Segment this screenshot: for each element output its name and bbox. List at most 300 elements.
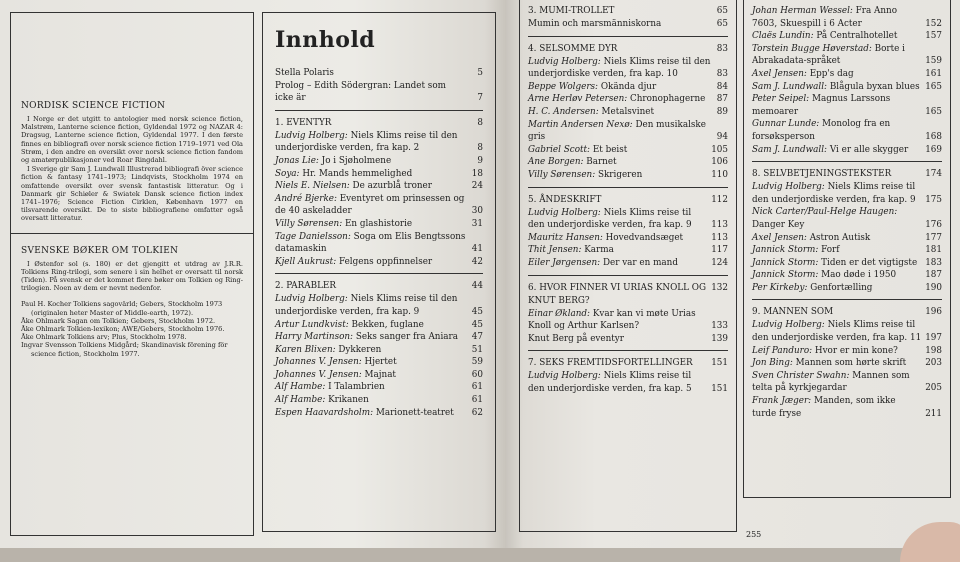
entry-page: 198 [925, 345, 942, 356]
toc-entry [528, 232, 728, 245]
entry-title: Knut Berg på eventyr [528, 333, 624, 344]
entry-text [752, 257, 922, 270]
entry-text [528, 244, 708, 257]
entry-text [275, 381, 466, 394]
entry-page: 47 [471, 332, 483, 343]
entry-author: Per Kirkeby: [752, 282, 808, 293]
entry-text [275, 331, 466, 344]
left-info-box [10, 12, 254, 536]
entry-text [528, 232, 708, 245]
entry-page: 7 [477, 93, 483, 104]
entry-page: 87 [716, 94, 728, 105]
entry-author: H. C. Andersen: [528, 106, 599, 117]
entry-title: Mannen som telta på kyrkjegardar [752, 370, 910, 394]
entry-title: Borte i Abrakadata-språket [752, 43, 905, 67]
entry-text [752, 43, 922, 68]
entry-page: 84 [716, 81, 728, 92]
entry-page: 18 [471, 168, 483, 179]
entry-title: Prolog – Edith Södergran: Landet som icke är [275, 80, 446, 104]
entry-page: 65 [716, 19, 728, 29]
entry-text [275, 218, 466, 231]
toc-entry [275, 369, 483, 382]
entry-author: Frank Jæger: [752, 396, 812, 407]
entry-title: Bekken, fuglane [351, 319, 424, 330]
entry-author: Thit Jensen: [528, 245, 582, 256]
entry-author: Villy Sørensen: [528, 169, 596, 180]
toc-entry [528, 18, 728, 31]
entry-page: 117 [711, 245, 728, 256]
entry-title: Skrigeren [597, 169, 643, 180]
toc-entry [528, 207, 728, 232]
entry-author: Alf Hambe: [275, 382, 326, 393]
entry-text [275, 168, 466, 181]
entry-text [752, 395, 922, 420]
entry-title: Fra Anno 7603, Skuespill i 6 Acter [752, 6, 898, 29]
entry-page: 5 [477, 68, 483, 78]
entry-text [752, 357, 922, 370]
section-divider [752, 299, 942, 300]
toc-entry [275, 218, 483, 231]
entry-page: 24 [471, 181, 483, 192]
entry-title: En glashistorie [344, 218, 413, 229]
entry-author: Ane Borgen: [528, 157, 584, 168]
entry-text [528, 93, 711, 106]
toc-entry [528, 370, 728, 395]
entry-title: Kvar kan vi møte Urias Knoll og Arthur Karlsen? [528, 308, 696, 332]
entry-author: Kjell Aukrust: [275, 256, 337, 267]
chapter-title: 1. EVENTYR [275, 117, 332, 128]
entry-page: 113 [711, 220, 728, 231]
toc-entry [275, 319, 483, 332]
chapter-page: 174 [925, 169, 942, 180]
toc-entry [752, 282, 942, 295]
reference-item: Åke Ohlmark Tolkien-lexikon; AWE/Gebers, Stockholm 1976. [21, 325, 225, 334]
toc-entry [752, 257, 942, 270]
entry-title: Danger Key [752, 219, 805, 230]
entry-title: Krikanen [328, 395, 369, 406]
toc-entry [275, 80, 483, 105]
toc-section [752, 306, 942, 420]
toc-entry [528, 244, 728, 257]
entry-author: Ludvig Holberg: [275, 130, 348, 141]
thumb [900, 522, 960, 562]
chapter-page: 196 [925, 307, 942, 318]
entry-page: 62 [471, 407, 483, 418]
entry-page: 41 [471, 244, 483, 255]
chapter-title: 4. SELSOMME DYR [528, 43, 618, 54]
entry-page: 30 [471, 206, 483, 217]
toc-entry [752, 144, 942, 157]
entry-page: 31 [471, 218, 483, 229]
toc-entry [752, 118, 942, 143]
entry-author: Ludvig Holberg: [275, 294, 348, 305]
chapter-heading [528, 5, 728, 18]
chapter-title: 6. HVOR FINNER VI URIAS KNOLL OG KNUT BERG? [528, 282, 707, 306]
entry-author: Torstein Bugge Høverstad: [752, 43, 872, 54]
toc-entry [528, 257, 728, 270]
chapter-page: 65 [716, 6, 728, 16]
entry-title: Niels Klims reise til den underjordiske verden, fra kap. 9 [752, 182, 916, 205]
entry-title: Forf [821, 245, 840, 256]
toc-entry [752, 370, 942, 395]
entry-author: Artur Lundkvist: [275, 319, 349, 330]
entry-title: Majnat [364, 369, 396, 380]
entry-text [275, 180, 466, 193]
entry-author: Axel Jensen: [752, 68, 807, 79]
entry-author: Karen Blixen: [275, 344, 336, 355]
toc-entry [275, 155, 483, 168]
entry-text [752, 319, 922, 344]
entry-page: 89 [716, 106, 728, 117]
toc-section [528, 357, 728, 395]
toc-entry [752, 357, 942, 370]
entry-text [528, 119, 711, 144]
toc-entry [528, 156, 728, 169]
entry-page: 161 [925, 68, 942, 79]
entry-text [752, 68, 922, 81]
chapter-title: 2. PARABLER [275, 281, 336, 292]
entry-page: 151 [711, 383, 728, 394]
entry-author: Niels E. Nielsen: [275, 181, 350, 192]
entry-title: Okända djur [600, 81, 657, 92]
entry-title: I Talambrien [328, 382, 385, 393]
chapter-page: 132 [711, 282, 728, 293]
entry-title: Niels Klims reise til den underjordiske verden, fra kap. 9 [275, 294, 458, 317]
entry-page: 197 [925, 333, 942, 344]
entry-page: 124 [711, 257, 728, 268]
toc-column-2 [519, 0, 737, 532]
entry-author: Arne Herløv Petersen: [528, 94, 628, 105]
right-page [505, 0, 960, 548]
toc-section [528, 282, 728, 346]
entry-page: 42 [471, 256, 483, 267]
entry-title: Hvor er min kone? [814, 345, 898, 356]
entry-page: 8 [477, 143, 483, 154]
toc-entry [752, 68, 942, 81]
chapter-title: 3. MUMI-TROLLET [528, 6, 615, 16]
reference-item: Åke Ohlmark Sagan om Tolkien; Gebers, Stockholm 1972. [21, 316, 216, 325]
chapter-heading [528, 282, 728, 308]
chapter-heading [275, 280, 483, 293]
entry-author: Soya: [275, 168, 300, 179]
entry-page: 203 [925, 358, 942, 369]
entry-text [752, 5, 922, 30]
entry-page: 168 [925, 131, 942, 142]
entry-page: 61 [471, 382, 483, 393]
entry-title: Hr. Mands hemmelighed [302, 168, 413, 179]
chapter-title: 9. MANNEN SOM [752, 307, 834, 318]
entry-text [752, 206, 922, 231]
entry-author: Alf Hambe: [275, 395, 326, 406]
reference-item: Ingvar Svensson Tolkiens Midgård; Skandinavisk förening för science fiction, Stockholm 1977. [21, 341, 228, 358]
entry-title: Chronophagerne [630, 94, 706, 105]
entry-title: Astron Autisk [809, 232, 871, 243]
entry-text [752, 269, 922, 282]
entry-text [528, 81, 711, 94]
entry-page: 165 [925, 81, 942, 92]
entry-page: 190 [925, 282, 942, 293]
entry-text [752, 118, 922, 143]
toc-section [528, 43, 728, 182]
entry-title: Mumin och marsmänniskorna [528, 19, 662, 29]
toc-entry [275, 293, 483, 318]
toc-section [528, 5, 728, 31]
toc-entry [275, 180, 483, 193]
entry-title: Vi er alle skygger [829, 144, 909, 155]
toc-entry [528, 106, 728, 119]
entry-page: 105 [711, 144, 728, 155]
section-divider [528, 36, 728, 37]
chapter-page: 112 [711, 194, 728, 205]
toc-entry [752, 30, 942, 43]
toc-sections [752, 5, 942, 420]
entry-title: Niels Klims reise til den underjordiske verden, fra kap. 2 [275, 130, 458, 154]
section-divider [528, 350, 728, 351]
entry-author: Gunnar Lunde: [752, 119, 820, 130]
entry-title: Monolog fra en forsøksperson [752, 119, 891, 142]
entry-author: Gabriel Scott: [528, 144, 591, 155]
entry-page: 177 [925, 232, 942, 243]
entry-page: 59 [471, 357, 483, 368]
toc-entry [752, 206, 942, 231]
entry-page: 113 [711, 232, 728, 243]
entry-title: Tiden er det vigtigste [821, 257, 918, 268]
toc-section [275, 67, 483, 105]
entry-text [528, 156, 708, 169]
toc-section [275, 280, 483, 419]
entry-title: På Centralhotellet [816, 31, 898, 42]
entry-title: Epp's dag [809, 68, 854, 79]
toc-entry [752, 93, 942, 118]
entry-page: 45 [471, 306, 483, 317]
entry-title: Manden, som ikke turde fryse [752, 396, 896, 419]
toc-entry [752, 244, 942, 257]
entry-author: Sam J. Lundwall: [752, 144, 828, 155]
chapter-page: 8 [477, 117, 483, 128]
toc-entry [752, 232, 942, 245]
entry-title: Niels Klims reise til den underjordiske verden, fra kap. 11 [752, 320, 922, 344]
entry-title: Felgens oppfinnelser [338, 256, 433, 267]
entry-page: 159 [925, 56, 942, 67]
entry-title: De azurblå troner [352, 181, 432, 192]
entry-text [752, 345, 922, 358]
chapter-heading [528, 357, 728, 370]
entry-text [528, 333, 708, 346]
entry-title: Dykkeren [338, 344, 382, 355]
entry-author: Espen Haavardsholm: [275, 407, 374, 418]
entry-text [275, 130, 466, 155]
entry-page: 157 [925, 31, 942, 42]
entry-title: Metalsvinet [601, 106, 654, 117]
entry-author: Martin Andersen Nexø: [528, 119, 633, 130]
toc-section [752, 168, 942, 294]
toc-entry [752, 319, 942, 344]
entry-title: Den musikalske gris [528, 119, 706, 143]
entry-page: 9 [477, 155, 483, 166]
entry-author: Ludvig Holberg: [528, 207, 601, 218]
toc-entry [275, 130, 483, 155]
entry-text [528, 207, 708, 232]
entry-text [275, 155, 466, 168]
paragraph: I Sverige gir Sam J. Lundwall Illustrerad bibliografi över science fiction & fantasy 1741–1973; Lindqvists, Stockholm 1974 en omfattende oversikt over svensk fantastisk litteratur. Og i Danmark gir Schiøler & Swiatek Dansk science fiction index 1741–1976; Science Fiction Cirklen, København 1977 en tilsvarende oversikt. De to siste bibliografiene omfatter også oversatt litteratur. [21, 165, 243, 223]
section-title-nordisk: NORDISK SCIENCE FICTION [21, 101, 166, 111]
entry-title: Barnet [586, 157, 617, 168]
entry-page: 211 [925, 408, 942, 419]
entry-author: Ludvig Holberg: [528, 371, 601, 382]
reference-list [21, 300, 243, 357]
entry-author: Johan Herman Wessel: [752, 6, 853, 16]
section-divider [528, 187, 728, 188]
entry-text [275, 293, 466, 318]
toc-entry [752, 395, 942, 420]
entry-author: Jon Bing: [752, 358, 793, 369]
entry-author: Jannick Storm: [752, 245, 819, 256]
entry-title: Niels Klims reise til den underjordiske verden, fra kap. 10 [528, 56, 711, 80]
toc-entry [752, 5, 942, 30]
entry-author: Sven Christer Swahn: [752, 370, 850, 381]
toc-entry [528, 144, 728, 157]
entry-title: Blågula byxan blues [829, 81, 920, 92]
entry-page: 175 [925, 194, 942, 205]
chapter-heading [752, 168, 942, 181]
entry-title: Genfortælling [810, 282, 873, 293]
toc-entry [275, 394, 483, 407]
entry-title: Niels Klims reise til den underjordiske verden, fra kap. 5 [528, 371, 692, 394]
entry-author: Johannes V. Jensen: [275, 357, 362, 368]
entry-text [752, 144, 922, 157]
entry-author: Jannick Storm: [752, 270, 819, 281]
reference-item: Åke Ohlmark Tolkiens arv; Plus, Stockholm 1978. [21, 333, 187, 342]
toc-entry [528, 81, 728, 94]
entry-title: Karma [584, 245, 614, 256]
chapter-title: 8. SELVBETJENINGSTEKSTER [752, 169, 892, 180]
entry-text [752, 370, 922, 395]
entry-text [528, 257, 708, 270]
entry-title: Mannen som hørte skrift [795, 358, 907, 369]
toc-entry [528, 56, 728, 81]
entry-title: Seks sanger fra Aniara [355, 332, 458, 343]
entry-page: 152 [925, 18, 942, 29]
section-divider [752, 161, 942, 162]
entry-author: Sam J. Lundwall: [752, 81, 828, 92]
entry-title: Eventyret om prinsessen og de 40 askeladder [275, 193, 465, 217]
toc-entry [275, 256, 483, 269]
entry-text [752, 232, 922, 245]
toc-entry [275, 168, 483, 181]
entry-text [528, 144, 708, 157]
entry-title: Hovedvandsæget [605, 232, 684, 243]
entry-text [275, 356, 466, 369]
entry-author: Ludvig Holberg: [752, 182, 825, 193]
entry-text [275, 231, 466, 256]
entry-text [275, 67, 466, 80]
entry-author: Villy Sørensen: [275, 218, 343, 229]
entry-title: Soga om Elis Bengtssons datamaskin [275, 231, 466, 255]
chapter-title: 5. ÅNDESKRIFT [528, 194, 602, 205]
toc-entry [752, 43, 942, 68]
entry-author: Peter Seipel: [752, 94, 810, 105]
toc-entry [275, 67, 483, 80]
toc-column-3 [743, 0, 951, 498]
toc-section [752, 5, 942, 156]
entry-text [275, 319, 466, 332]
entry-page: 205 [925, 383, 942, 394]
toc-section [528, 194, 728, 270]
entry-text [528, 18, 711, 31]
toc-entry [528, 93, 728, 106]
toc-entry [275, 231, 483, 256]
toc-entry [752, 81, 942, 94]
entry-author: Einar Økland: [528, 308, 591, 319]
entry-text [752, 81, 922, 94]
chapter-page: 44 [471, 281, 483, 292]
toc-entry [752, 269, 942, 282]
entry-text [528, 169, 708, 182]
toc-entry [275, 331, 483, 344]
entry-page: 45 [471, 319, 483, 330]
entry-title: Marionett-teatret [375, 407, 454, 418]
entry-text [752, 282, 922, 295]
entry-author: Nick Carter/Paul-Helge Haugen: [752, 207, 898, 218]
toc-entry [528, 308, 728, 333]
entry-text [752, 181, 922, 206]
entry-author: Beppe Wolgers: [528, 81, 599, 92]
entry-title: Niels Klims reise til den underjordiske verden, fra kap. 9 [528, 207, 692, 231]
toc-entry [275, 407, 483, 420]
entry-text [752, 244, 922, 257]
chapter-heading [275, 117, 483, 130]
entry-page: 165 [925, 106, 942, 117]
entry-text [528, 308, 708, 333]
toc-entry [752, 181, 942, 206]
entry-title: Et beist [592, 144, 628, 155]
toc-entry [275, 356, 483, 369]
entry-author: Ludvig Holberg: [528, 56, 601, 67]
entry-author: Claës Lundin: [752, 31, 814, 42]
reference-item: Paul H. Kocher Tolkiens sagovärld; Gebers, Stockholm 1973 (originalen heter Master of Middle-earth, 1972). [21, 300, 223, 317]
divider [11, 233, 253, 234]
toc-entry [528, 333, 728, 346]
toc-entry [275, 344, 483, 357]
entry-text [528, 56, 711, 81]
entry-text [275, 80, 466, 105]
entry-text [275, 394, 466, 407]
entry-page: 110 [711, 169, 728, 180]
chapter-heading [528, 43, 728, 56]
entry-page: 60 [471, 369, 483, 380]
entry-page: 169 [925, 144, 942, 155]
toc-sections [528, 5, 728, 395]
entry-text [275, 256, 466, 269]
paragraph: I Norge er det utgitt to antologier med norsk science fiction, Malstrøm, Lanterne science fiction, Gyldendal 1972 og NAZAR 4: Dragsug, Lanterne science fiction, Gyldendal 1977. I den første finnes en bibliografi over norsk science fiction 1719–1971 ved Ola Strøm, i den andre en oversikt over norsk science fiction fandom og amatørpublikasjoner ved Roar Ringdahl. [21, 115, 243, 165]
entry-author: Harry Martinson: [275, 332, 354, 343]
entry-page: 83 [716, 69, 728, 80]
paragraph: I Østenfor sol (s. 180) er det gjengitt et utdrag av J.R.R. Tolkiens Ring-trilogi, som senere i sin helhet er oversatt til norsk (Tiden). På svensk er det kommet flere bøker om Tolkien og Ring-trilogien. Noen av dem er nevnt nedenfor. [21, 259, 243, 293]
entry-page: 51 [471, 344, 483, 355]
entry-page: 94 [716, 132, 728, 143]
entry-text [752, 30, 922, 43]
entry-author: Jonas Lie: [275, 155, 319, 166]
entry-author: Eiler Jørgensen: [528, 257, 601, 268]
toc-entry [275, 381, 483, 394]
entry-page: 61 [471, 395, 483, 406]
entry-text [528, 370, 708, 395]
section-divider [275, 110, 483, 111]
section-divider [528, 275, 728, 276]
chapter-title: 7. SEKS FREMTIDSFORTELLINGER [528, 358, 693, 369]
entry-page: 106 [711, 157, 728, 168]
entry-text [275, 344, 466, 357]
